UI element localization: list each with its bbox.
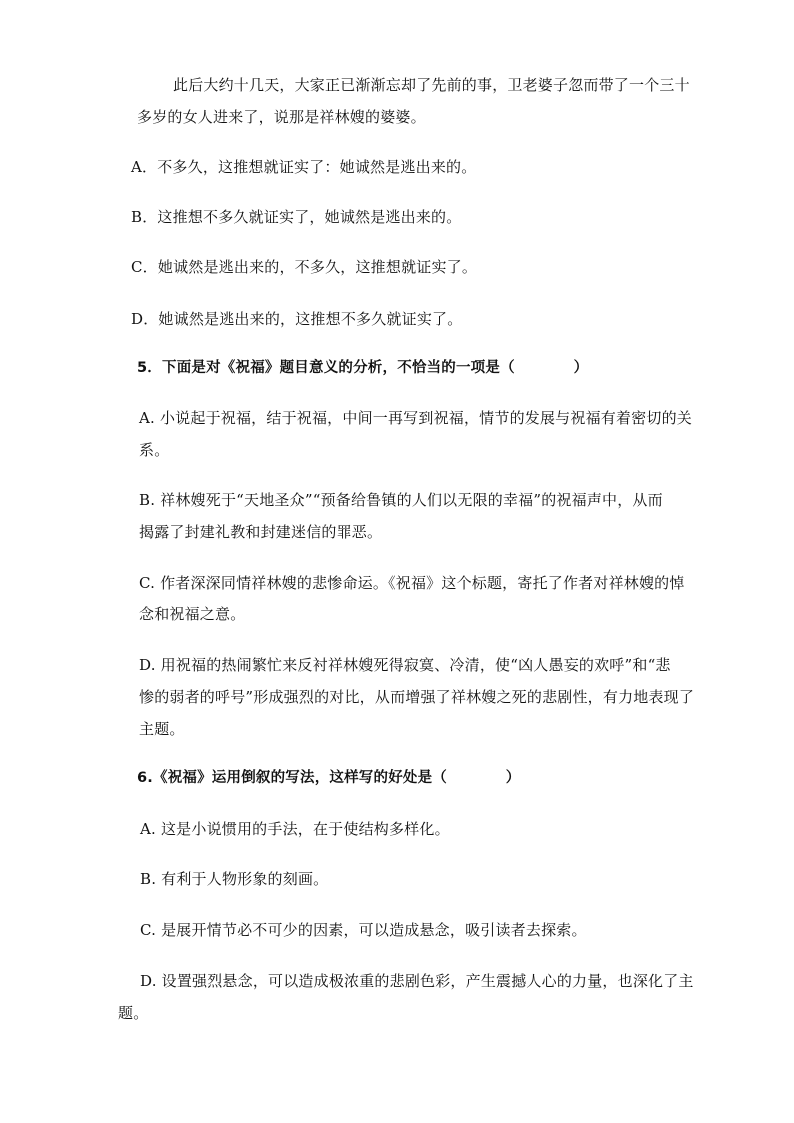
q5-option-b-line-2: 揭露了封建礼教和封建迷信的罪恶。 bbox=[139, 523, 383, 541]
q4-option-c: C．她诚然是逃出来的，不多久，这推想就证实了。 bbox=[131, 258, 478, 276]
passage-line-2: 多岁的女人进来了，说那是祥林嫂的婆婆。 bbox=[137, 108, 426, 126]
q5-option-a-line-1: A. 小说起于祝福，结于祝福，中间一再写到祝福，情节的发展与祝福有着密切的关 bbox=[139, 409, 692, 427]
q6-option-a: A. 这是小说惯用的手法，在于使结构多样化。 bbox=[140, 820, 450, 838]
q5-option-c-line-2: 念和祝福之意。 bbox=[139, 605, 246, 623]
q4-option-a: A．不多久，这推想就证实了：她诚然是逃出来的。 bbox=[131, 158, 477, 176]
q6-stem: 6.《祝福》运用倒叙的写法，这样写的好处是（ ） bbox=[137, 770, 521, 786]
q5-option-b-line-1: B. 祥林嫂死于“天地圣众”“预备给鲁镇的人们以无限的幸福”的祝福声中，从而 bbox=[139, 491, 663, 509]
q5-option-d-line-1: D. 用祝福的热闹繁忙来反衬祥林嫂死得寂寞、冷清，使“凶人愚妄的欢呼”和“悲 bbox=[139, 656, 671, 674]
q4-option-b: B．这推想不多久就证实了，她诚然是逃出来的。 bbox=[131, 208, 462, 226]
q5-option-a-line-2: 系。 bbox=[139, 441, 170, 459]
q6-option-d-line-2: 题。 bbox=[118, 1004, 149, 1022]
q5-stem: 5．下面是对《祝福》题目意义的分析，不恰当的一项是（ ） bbox=[137, 360, 589, 376]
q4-option-d: D．她诚然是逃出来的，这推想不多久就证实了。 bbox=[131, 310, 463, 328]
q6-option-c: C. 是展开情节必不可少的因素，可以造成悬念，吸引读者去探索。 bbox=[140, 921, 587, 939]
q5-option-c-line-1: C. 作者深深同情祥林嫂的悲惨命运。《祝福》这个标题，寄托了作者对祥林嫂的悼 bbox=[139, 574, 685, 592]
q5-option-d-line-2: 惨的弱者的呼号”形成强烈的对比，从而增强了祥林嫂之死的悲剧性，有力地表现了 bbox=[139, 688, 695, 706]
q5-option-d-line-3: 主题。 bbox=[139, 720, 185, 738]
passage-line-1: 此后大约十几天，大家正已渐渐忘却了先前的事，卫老婆子忽而带了一个三十 bbox=[173, 76, 690, 94]
q6-option-d-line-1: D. 设置强烈悬念，可以造成极浓重的悲剧色彩，产生震撼人心的力量，也深化了主 bbox=[140, 972, 694, 990]
q6-option-b: B. 有利于人物形象的刻画。 bbox=[140, 870, 329, 888]
